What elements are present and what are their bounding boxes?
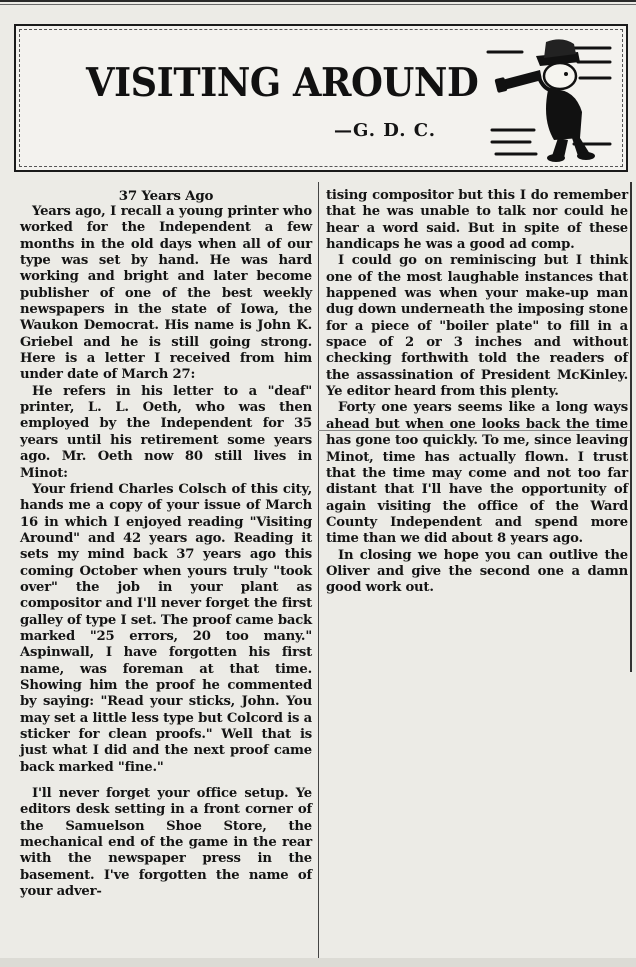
article-heading: 37 Years Ago: [118, 188, 214, 204]
paragraph: He refers in his letter to a "deaf" printer, L. L. Oeth, who was then employed by the Independent for 35 years until his retirement some years ago. Mr. Oeth now 80 still lives in Minot:: [20, 383, 312, 481]
article-column-right: [326, 188, 628, 597]
paragraph: I could go on reminiscing but I think one of the most laughable instances that happened was when your make-up man dug down underneath the imposing stone for a piece of "boiler plate" to fill in a space of 2 or 3 inches and without checking forthwith told the readers of the assassination of President McKinley. Ye editor heard from this plenty.: [326, 253, 628, 400]
clipping-edge: [630, 182, 632, 672]
article-column-left: [20, 188, 312, 900]
paragraph: tising compositor but this I do remember that he was unable to talk nor could he hear a word said. But in spite of these handicaps he was a good ad comp.: [326, 188, 628, 253]
column-header-box: [14, 24, 628, 172]
column-title: VISITING AROUND: [86, 60, 479, 106]
man-with-telescope-icon: [482, 34, 612, 164]
page-bottom-edge: [0, 958, 636, 967]
paragraph: Your friend Charles Colsch of this city, hands me a copy of your issue of March 16 in which I enjoyed reading "Visiting Around" and 42 years ago. Reading it sets my mind back 37 years ago this coming October when yours truly "took over" the job in your plant as compositor and I'll never forget the first galley of type I set. The proof came back marked "25 errors, 20 too many." Aspinwall, I have forgotten his first name, was foreman at that time. Showing him the proof he commented by saying: "Read your sticks, John. You may set a little less type but Colcord is a sticker for clean proofs." Well that is just what I did and the next proof came back marked "fine.": [20, 481, 312, 775]
paragraph: Years ago, I recall a young printer who worked for the Independent a few months in the old days when all of our type was set by hand. He was hard working and bright and later become publisher of one of the best weekly newspapers in the state of Iowa, the Waukon Democrat. His name is John K. Griebel and he is still going strong. Here is a letter I received from him under date of March 27:: [20, 204, 312, 383]
top-rule: [0, 0, 636, 6]
paragraph: I'll never forget your office setup. Ye editors desk setting in a front corner of the Samuelson Shoe Store, the mechanical end of the game in the rear with the newspaper press in the basement. I've forgotten the name of your adver-: [20, 786, 312, 900]
byline: —G. D. C.: [334, 120, 437, 141]
paragraph: Forty one years seems like a long ways ahead but when one looks back the time has gone too quickly. To me, since leaving Minot, time has actually flown. I trust that the time may come and not too far distant that I'll have the opportunity of again visiting the office of the Ward County Independent and spend more time than we did about 8 years ago.: [326, 400, 628, 547]
column-divider: [318, 182, 319, 962]
paragraph: In closing we hope you can outlive the Oliver and give the second one a damn good work out.: [326, 547, 628, 596]
